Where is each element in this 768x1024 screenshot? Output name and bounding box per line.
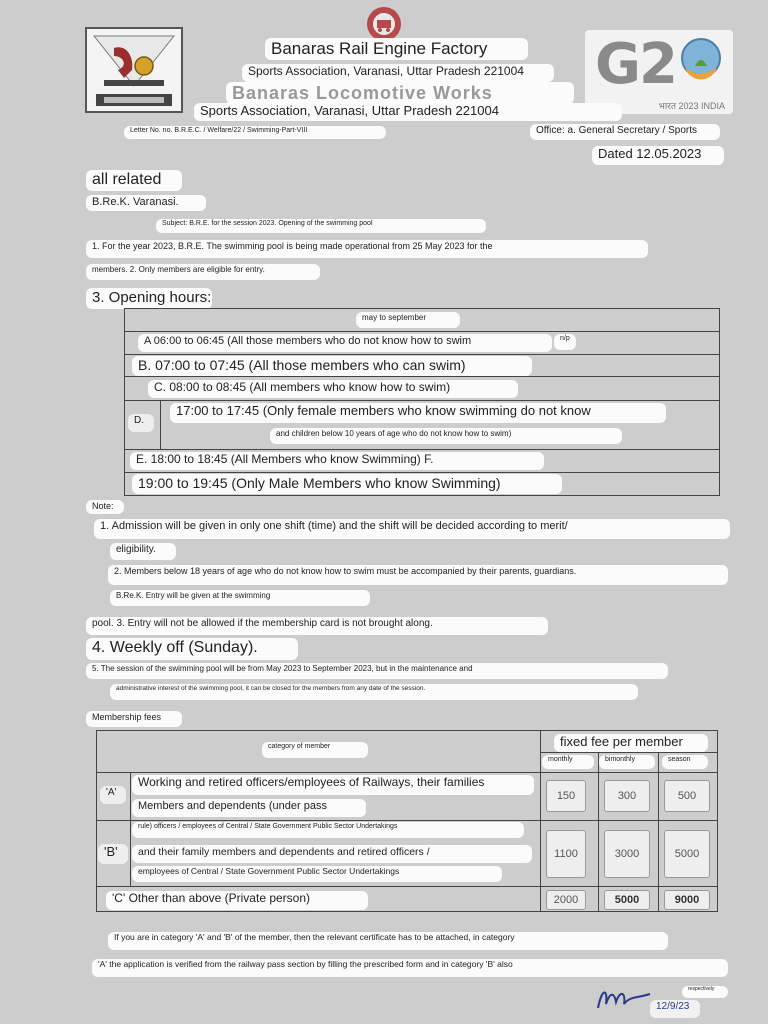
row-a-season: 500 — [664, 780, 710, 812]
slot-d-label: D. — [128, 414, 154, 432]
row-b-line3: employees of Central / State Government Public Sector Undertakings — [132, 866, 502, 882]
row-b-line2: and their family members and dependents and retired officers / — [132, 845, 532, 863]
row-a-label: 'A' — [100, 786, 126, 804]
g20-logo: G2 भारत 2023 INDIA — [585, 30, 733, 114]
note-4: 4. Weekly off (Sunday). — [86, 638, 298, 660]
slot-a: A 06:00 to 06:45 (All those members who do not know how to swim — [138, 334, 552, 352]
row-b-line1: rule) officers / employees of Central / State Government Public Sector Undertakings — [132, 822, 524, 838]
note-1-line2: eligibility. — [110, 543, 176, 560]
para1-line2: members. 2. Only members are eligible for entry. — [86, 264, 320, 280]
blw-logo-icon — [84, 26, 184, 114]
note-3: pool. 3. Entry will not be allowed if the membership card is not brought along. — [86, 617, 548, 635]
row-a-monthly: 150 — [546, 780, 586, 812]
row-c-monthly: 2000 — [546, 890, 586, 910]
slot-d-line1: 17:00 to 17:45 (Only female members who know swimming do not know — [170, 403, 666, 423]
note-5-line2: administrative interest of the swimming pool, it can be closed for the members from any date of the session. — [110, 684, 638, 700]
title-main: Banaras Locomotive Works — [226, 82, 574, 104]
note-heading: Note: — [86, 500, 124, 514]
subject-line: Subject: B.R.E. for the session 2023. Opening of the swimming pool — [156, 219, 486, 233]
row-a-line1: Working and retired officers/employees of Railways, their families — [132, 775, 534, 795]
slot-c: C. 08:00 to 08:45 (All members who know how to swim) — [148, 380, 518, 398]
fees-col-season: season — [662, 755, 708, 769]
footer-line2: 'A' the application is verified from the railway pass section by filling the prescribed form and in category 'B' also — [92, 959, 728, 977]
row-c-text: 'C' Other than above (Private person) — [106, 891, 368, 910]
slot-d-line2: and children below 10 years of age who do not know how to swim) — [270, 428, 622, 444]
note-5-line1: 5. The session of the swimming pool will be from May 2023 to September 2023, but in the maintenance and — [86, 663, 668, 679]
row-c-season: 9000 — [664, 890, 710, 910]
fees-category-header: category of member — [262, 742, 368, 758]
letter-number: Letter No. no. B.R.E.C. / Welfare/22 / Swimming-Part-VIII — [124, 126, 386, 139]
signature-stamp: respectively — [682, 986, 728, 998]
para1-line1: 1. For the year 2023, B.R.E. The swimming pool is being made operational from 25 May 2023 for the — [86, 240, 648, 258]
row-b-season: 5000 — [664, 830, 710, 878]
row-b-bimonthly: 3000 — [604, 830, 650, 878]
slot-a-tag: n/p — [554, 334, 576, 350]
row-b-label: 'B' — [98, 844, 128, 864]
slot-f: 19:00 to 19:45 (Only Male Members who know Swimming) — [132, 474, 562, 494]
fees-col-monthly: monthly — [542, 755, 594, 769]
fees-col-bimonthly: bimonthly — [599, 755, 655, 769]
addressee-to: all related — [86, 170, 182, 191]
row-b-monthly: 1100 — [546, 830, 586, 878]
row-a-line2: Members and dependents (under pass — [132, 799, 366, 817]
signature-date: 12/9/23 — [650, 1000, 700, 1018]
footer-line1: If you are in category 'A' and 'B' of the member, then the relevant certificate has to be attached, in category — [108, 932, 668, 950]
addressee-place: B.Re.K. Varanasi. — [86, 195, 206, 211]
opening-hours-heading: 3. Opening hours: — [86, 288, 212, 309]
row-a-bimonthly: 300 — [604, 780, 650, 812]
slot-e: E. 18:00 to 18:45 (All Members who know Swimming) F. — [130, 452, 544, 470]
date-label: Dated 12.05.2023 — [592, 146, 724, 165]
note-1-line1: 1. Admission will be given in only one shift (time) and the shift will be decided according to merit/ — [94, 519, 730, 539]
period-label: may to september — [356, 312, 460, 328]
office-label: Office: a. General Secretary / Sports — [530, 124, 720, 140]
address-main: Sports Association, Varanasi, Uttar Pradesh 221004 — [194, 103, 622, 121]
note-2-line2: B.Re.K. Entry will be given at the swimming — [110, 590, 370, 606]
fees-fixed-header: fixed fee per member — [554, 734, 708, 752]
note-2-line1: 2. Members below 18 years of age who do not know how to swim must be accompanied by their parents, guardians. — [108, 565, 728, 585]
lotus-globe-icon — [677, 36, 725, 88]
row-c-bimonthly: 5000 — [604, 890, 650, 910]
fees-heading: Membership fees — [86, 711, 182, 727]
slot-b: B. 07:00 to 07:45 (All those members who can swim) — [132, 356, 532, 376]
signature-icon — [594, 982, 654, 1014]
title-top: Banaras Rail Engine Factory — [265, 38, 528, 60]
address-top: Sports Association, Varanasi, Uttar Pradesh 221004 — [242, 64, 554, 82]
